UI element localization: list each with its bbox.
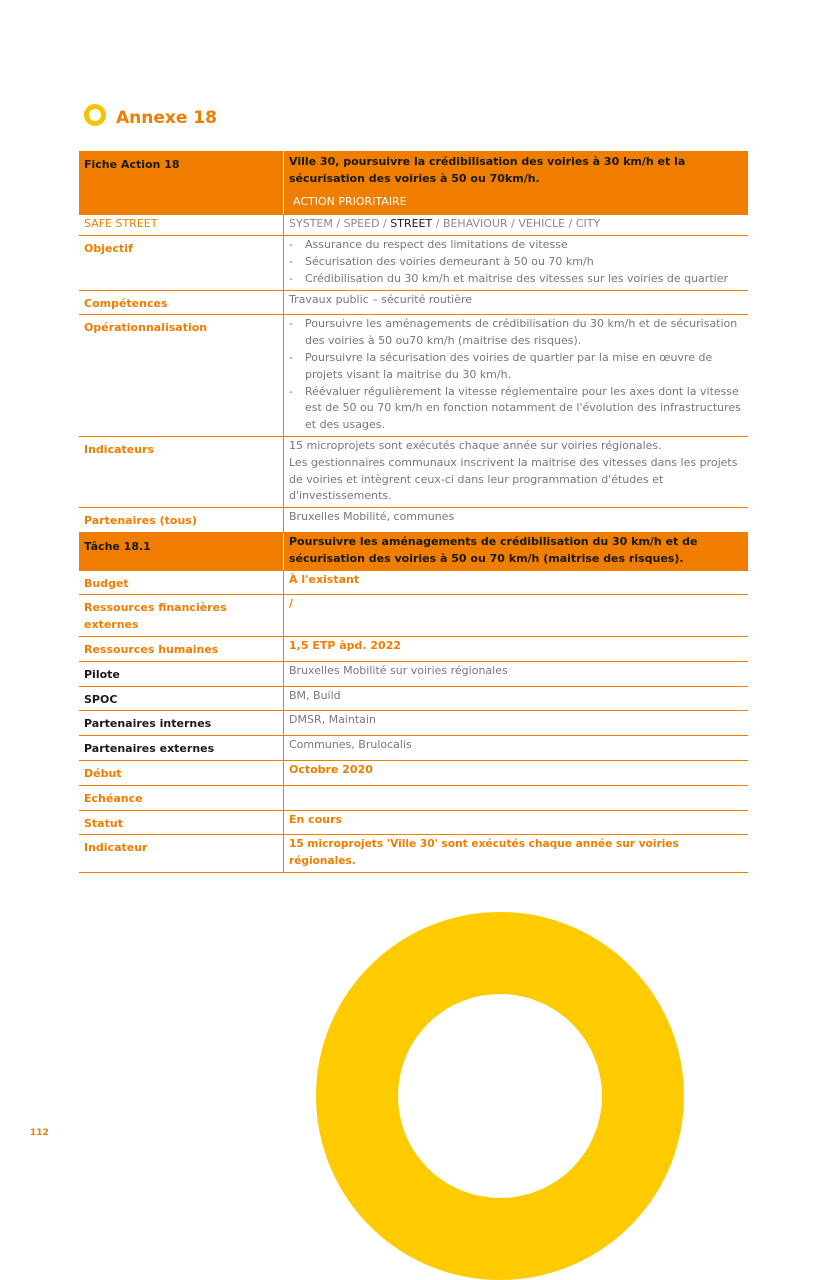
list-item: - Assurance du respect des limitations de vitesse xyxy=(289,237,743,254)
list-item: - Poursuivre la sécurisation des voiries de quartier par la mise en œuvre de projets visant la maitrise du 30 km/h. xyxy=(289,350,743,384)
pilote-row xyxy=(79,661,748,686)
priority-badge: ACTION PRIORITAIRE xyxy=(293,194,407,208)
competences-row xyxy=(79,290,748,315)
ressources-humaines-row xyxy=(79,636,748,661)
spoc-value: BM, Build xyxy=(284,686,749,711)
debut-label: Début xyxy=(79,760,284,785)
debut-row xyxy=(79,760,748,785)
tache-label: Tâche 18.1 xyxy=(79,532,284,570)
category-speed: SPEED xyxy=(343,217,380,231)
objectif-row xyxy=(79,236,748,290)
category-city: CITY xyxy=(575,217,601,231)
partenaires-externes-row xyxy=(79,736,748,761)
budget-label: Budget xyxy=(79,570,284,595)
ressources-financieres-label: Ressources financières externes xyxy=(79,595,284,637)
competences-value: Travaux public – sécurité routière xyxy=(284,290,749,315)
spoc-label: SPOC xyxy=(79,686,284,711)
ressources-financieres-value: / xyxy=(284,595,749,637)
category-street: STREET xyxy=(390,217,433,231)
category-separator: / xyxy=(507,217,519,231)
category-separator: / xyxy=(379,217,391,231)
indicateur-row xyxy=(79,835,748,873)
category-system: SYSTEM xyxy=(289,217,333,231)
safe-street-row xyxy=(79,215,748,236)
decorative-ring xyxy=(316,912,684,1280)
partenaires-tous-row xyxy=(79,508,748,533)
tache-title: Poursuivre les aménagements de crédibilisation du 30 km/h et de sécurisation des voiries à 50 ou 70 km/h (maitrise des risques). xyxy=(284,532,749,570)
fiche-header-row xyxy=(79,151,748,215)
fiche-header-cell xyxy=(284,151,749,215)
safe-street-label: SAFE STREET xyxy=(79,215,284,236)
category-vehicle: VEHICLE xyxy=(518,217,566,231)
echeance-label: Echéance xyxy=(79,785,284,810)
tache-header-row xyxy=(79,532,748,570)
category-behaviour: BEHAVIOUR xyxy=(442,217,508,231)
statut-row xyxy=(79,810,748,835)
action-sheet-table xyxy=(79,151,748,873)
fiche-title: Ville 30, poursuivre la crédibilisation des voiries à 30 km/h et la sécurisation des voiries à 50 ou 70km/h. xyxy=(289,155,686,185)
page-number: 112 xyxy=(30,1128,49,1138)
objectif-label: Objectif xyxy=(79,236,284,290)
category-separator: / xyxy=(565,217,576,231)
indicateur-label: Indicateur xyxy=(79,835,284,873)
operationnalisation-label: Opérationnalisation xyxy=(79,315,284,437)
operationnalisation-row xyxy=(79,315,748,437)
budget-row xyxy=(79,570,748,595)
fiche-label: Fiche Action 18 xyxy=(79,151,284,215)
list-item: - Poursuivre les aménagements de crédibilisation du 30 km/h et de sécurisation des voiries à 50 ou70 km/h (maitrise des risques). xyxy=(289,316,743,350)
pilote-value: Bruxelles Mobilité sur voiries régionales xyxy=(284,661,749,686)
indicateurs-line-1: 15 microprojets sont exécutés chaque année sur voiries régionales. xyxy=(289,438,662,452)
statut-value: En cours xyxy=(284,810,749,835)
category-separator: / xyxy=(432,217,443,231)
budget-value: À l'existant xyxy=(284,570,749,595)
partenaires-tous-value: Bruxelles Mobilité, communes xyxy=(284,508,749,533)
partenaires-externes-value: Communes, Brulocalis xyxy=(284,736,749,761)
competences-label: Compétences xyxy=(79,290,284,315)
list-item: - Crédibilisation du 30 km/h et maitrise des vitesses sur les voiries de quartier xyxy=(289,271,743,288)
ressources-humaines-label: Ressources humaines xyxy=(79,636,284,661)
echeance-value xyxy=(284,785,749,810)
spoc-row xyxy=(79,686,748,711)
pilote-label: Pilote xyxy=(79,661,284,686)
list-item: - Réévaluer régulièrement la vitesse réglementaire pour les axes dont la vitesse est de 50 ou 70 km/h en fonction notamment de l'évolution des infrastructures et des usages. xyxy=(289,384,743,434)
indicateur-value: 15 microprojets 'Ville 30' sont exécutés chaque année sur voiries régionales. xyxy=(284,835,749,873)
indicateurs-row xyxy=(79,436,748,507)
category-separator: / xyxy=(332,217,344,231)
partenaires-externes-label: Partenaires externes xyxy=(79,736,284,761)
statut-label: Statut xyxy=(79,810,284,835)
partenaires-tous-label: Partenaires (tous) xyxy=(79,508,284,533)
ressources-financieres-row xyxy=(79,595,748,637)
partenaires-internes-value: DMSR, Maintain xyxy=(284,711,749,736)
echeance-row xyxy=(79,785,748,810)
operationnalisation-value xyxy=(284,315,749,437)
indicateurs-line-2: Les gestionnaires communaux inscrivent la maitrise des vitesses dans les projets de voiries et intègrent ceux-ci dans leur programmation d'études et d'investissements. xyxy=(289,455,738,503)
objectif-value xyxy=(284,236,749,290)
annex-title: Annexe 18 xyxy=(116,108,217,128)
debut-value: Octobre 2020 xyxy=(284,760,749,785)
partenaires-internes-label: Partenaires internes xyxy=(79,711,284,736)
indicateurs-value xyxy=(284,436,749,507)
indicateurs-label: Indicateurs xyxy=(79,436,284,507)
annex-ring-icon xyxy=(84,104,106,126)
safe-street-categories xyxy=(284,215,749,236)
ressources-humaines-value: 1,5 ETP àpd. 2022 xyxy=(284,636,749,661)
list-item: - Sécurisation des voiries demeurant à 50 ou 70 km/h xyxy=(289,254,743,271)
partenaires-internes-row xyxy=(79,711,748,736)
